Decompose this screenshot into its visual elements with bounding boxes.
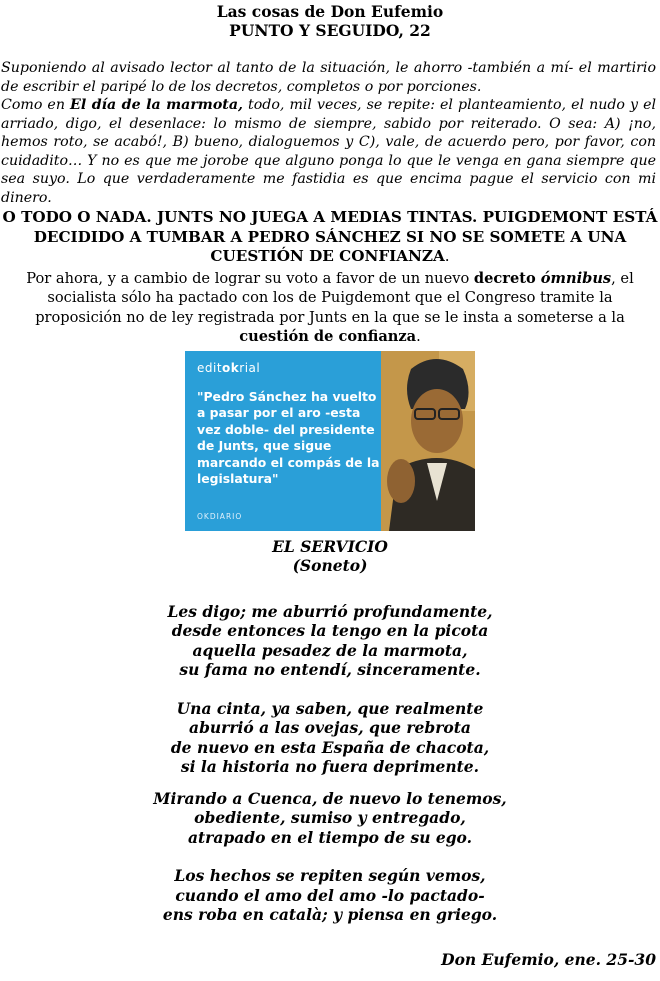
editorial-quote: "Pedro Sánchez ha vuelto a pasar por el aro -esta vez doble- del presidente de Junts, que sigue marcando el compás de la legislatura" <box>197 388 380 486</box>
verse-line: su fama no entendí, sinceramente. <box>179 660 481 679</box>
verse-line: aburrió a las ovejas, que rebrota <box>189 718 471 737</box>
news-part-1: Por ahora, y a cambio de lograr su voto a favor de un nuevo <box>26 269 474 287</box>
news-headline <box>0 208 660 267</box>
verse-line: Los hechos se repiten según vemos, <box>174 866 486 885</box>
brand-prefix: edit <box>197 360 223 375</box>
series-title: Las cosas de Don Eufemio <box>216 2 444 21</box>
stanza-4 <box>0 866 660 925</box>
verse-line: obediente, sumiso y entregado, <box>194 808 466 827</box>
stanza-1 <box>0 602 660 680</box>
headline-text: O TODO O NADA. JUNTS NO JUEGA A MEDIAS TINTAS. PUIGDEMONT ESTÁ DECIDIDO A TUMBAR A PEDRO SÁNCHEZ SI NO SE SOMETE A UNA CUESTIÓN DE CONFIANZA <box>2 208 658 265</box>
marmota-reference: El día de la marmota, <box>70 97 243 113</box>
portrait-photo <box>381 351 475 531</box>
intro-text <box>0 59 660 207</box>
brand-bold: ok <box>222 360 240 375</box>
portrait-illustration <box>381 351 475 531</box>
intro-paragraph-1: Suponiendo al avisado lector al tanto de la situación, le ahorro -también a mí- el martirio de escribir el paripé lo de los decretos, completos o por porciones. <box>1 60 656 95</box>
verse-line: cuando el amo del amo -lo pactado- <box>175 885 485 905</box>
article-subtitle: PUNTO Y SEGUIDO, 22 <box>229 21 431 40</box>
news-bold-2: cuestión de confianza <box>239 328 417 345</box>
stanza-2 <box>0 699 660 777</box>
author-signature: Don Eufemio, ene. 25-30 <box>441 950 656 969</box>
verse-line: Una cinta, ya saben, que realmente <box>176 698 484 718</box>
headline-period: . <box>444 247 450 265</box>
news-bold-1: decreto <box>473 269 541 287</box>
poem-heading <box>0 537 660 576</box>
intro-p2-rest: todo, mil veces, se repite: el planteamiento, el nudo y el arriado, digo, el desenlace: lo mismo de siempre, sabido por reiterado. O sea: A) ¡no, hemos roto, se acabó!, B) bueno, dialoguemos y C), vale, de acuerdo pero, por favor, con cuidadito… Y no es que me jorobe que alguno ponga lo que le venga en gana siempre que sea suyo. Lo que verdaderamente me fastidia es que encima pague el servicio con mi dinero. <box>1 97 656 206</box>
verse-line: desde entonces la tengo en la picota <box>171 621 489 640</box>
poem-title: EL SERVICIO <box>272 536 388 556</box>
verse-line: aquella pesadez de la marmota, <box>192 640 468 660</box>
news-paragraph <box>0 269 660 347</box>
verse-line: de nuevo en esta España de chacota, <box>170 737 490 757</box>
news-part-2: , el socialista sólo ha pactado con los de Puigdemont que el Congreso tramite la proposición no de ley registrada por Junts en la que se le insta a someterse a la <box>35 269 634 326</box>
verse-line: si la historia no fuera deprimente. <box>180 757 480 776</box>
verse-line: Mirando a Cuenca, de nuevo lo tenemos, <box>153 788 507 808</box>
verse-line: ens roba en català; y piensa en griego. <box>162 905 498 924</box>
image-source: OKDIARIO <box>197 511 243 521</box>
article-header <box>0 0 660 40</box>
editorial-image <box>185 351 475 531</box>
editorial-brand <box>197 361 260 375</box>
news-part-3: . <box>416 328 421 345</box>
intro-paragraph-2 <box>1 96 656 207</box>
verse-line: atrapado en el tiempo de su ego. <box>187 827 473 847</box>
brand-suffix: rial <box>239 360 261 375</box>
verse-line: Les digo; me aburrió profundamente, <box>167 601 493 621</box>
stanza-3 <box>0 789 660 848</box>
intro-p2-prefix: Como en <box>1 97 71 113</box>
news-bold-italic: ómnibus <box>540 269 612 287</box>
poem-subtitle: (Soneto) <box>292 556 368 575</box>
